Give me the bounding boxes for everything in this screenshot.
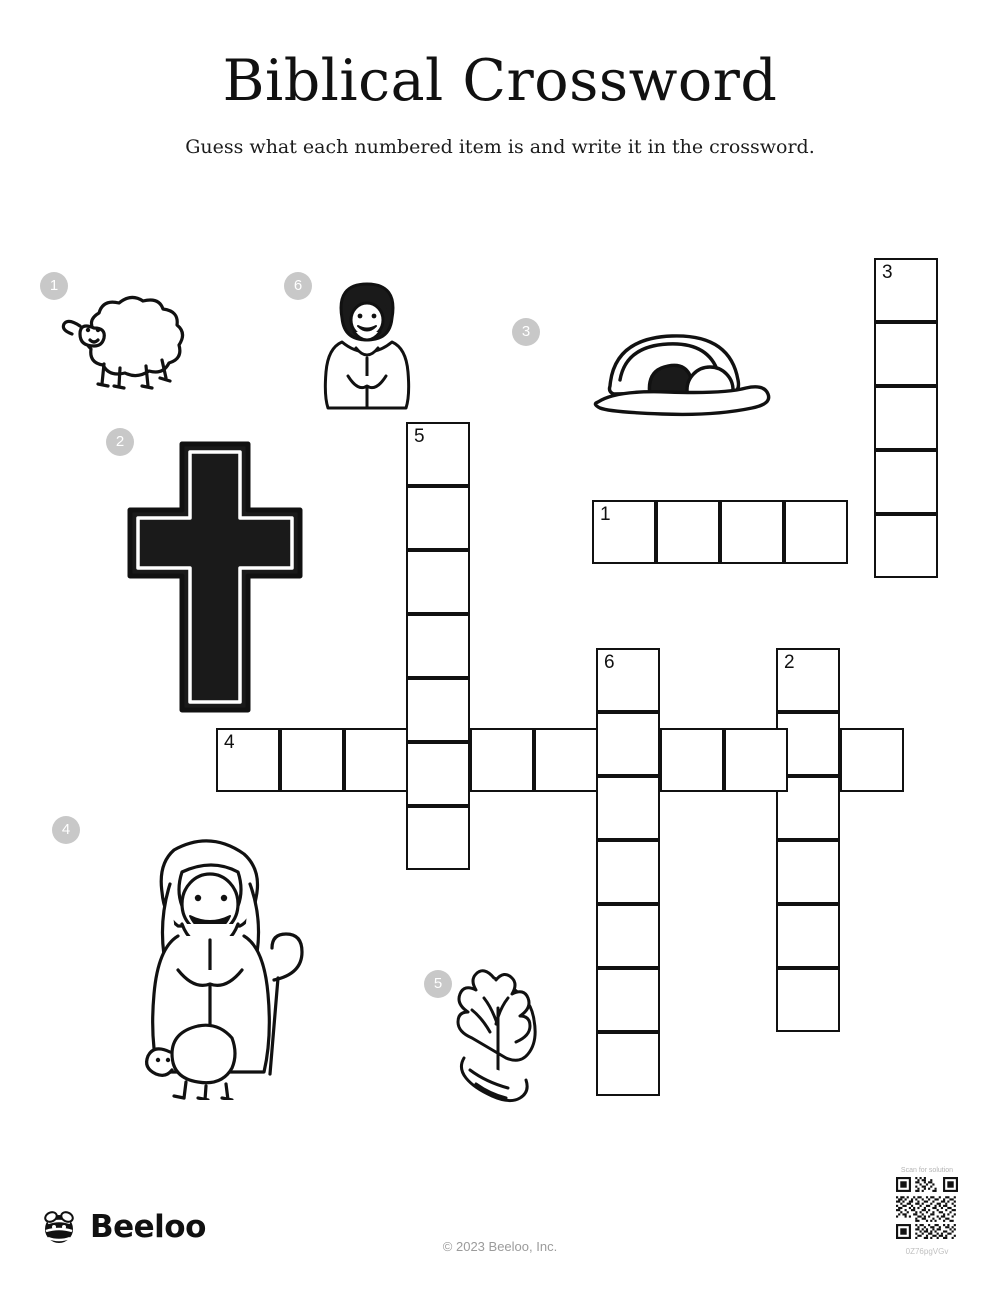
qr-id: 0Z76pgVGv bbox=[905, 1247, 949, 1256]
praying-hands-illustration bbox=[440, 962, 550, 1108]
crossword-cell-number: 5 bbox=[414, 426, 425, 447]
crossword-cell[interactable] bbox=[406, 550, 470, 614]
jesus-illustration bbox=[312, 272, 422, 412]
crossword-cell[interactable] bbox=[406, 678, 470, 742]
crossword-cell[interactable] bbox=[406, 806, 470, 870]
crossword-cell[interactable] bbox=[874, 386, 938, 450]
crossword-cell[interactable] bbox=[660, 728, 724, 792]
crossword-cell[interactable] bbox=[720, 500, 784, 564]
page-subtitle: Guess what each numbered item is and write it in the crossword. bbox=[185, 136, 815, 158]
crossword-cell[interactable] bbox=[776, 648, 840, 712]
clue-badge-5: 5 bbox=[424, 970, 452, 998]
crossword-cell-number: 2 bbox=[784, 652, 795, 673]
crossword-cell[interactable] bbox=[874, 322, 938, 386]
crossword-cell[interactable] bbox=[874, 258, 938, 322]
crossword-cell-number: 1 bbox=[600, 504, 611, 525]
brand-name: Beeloo bbox=[90, 1209, 206, 1245]
crossword-cell[interactable] bbox=[280, 728, 344, 792]
crossword-cell[interactable] bbox=[724, 728, 788, 792]
crossword-cell[interactable] bbox=[656, 500, 720, 564]
clue-badge-3: 3 bbox=[512, 318, 540, 346]
copyright-text: © 2023 Beeloo, Inc. bbox=[442, 1239, 558, 1254]
clue-badge-2: 2 bbox=[106, 428, 134, 456]
crossword-cell[interactable] bbox=[596, 712, 660, 776]
crossword-cell[interactable] bbox=[596, 776, 660, 840]
crossword-cell[interactable] bbox=[216, 728, 280, 792]
crossword-cell[interactable] bbox=[406, 486, 470, 550]
qr-code-icon bbox=[896, 1177, 958, 1239]
page-title: Biblical Crossword bbox=[222, 48, 778, 114]
clue-badge-4: 4 bbox=[52, 816, 80, 844]
empty-tomb-illustration bbox=[586, 324, 802, 422]
qr-block bbox=[888, 1167, 966, 1256]
crossword-cell[interactable] bbox=[406, 614, 470, 678]
crossword-cell-number: 6 bbox=[604, 652, 615, 673]
crossword-cell[interactable] bbox=[874, 514, 938, 578]
crossword-cell[interactable] bbox=[596, 968, 660, 1032]
clue-badge-6: 6 bbox=[284, 272, 312, 300]
crossword-cell[interactable] bbox=[596, 1032, 660, 1096]
crossword-cell[interactable] bbox=[840, 728, 904, 792]
sheep-illustration bbox=[42, 280, 202, 400]
crossword-cell[interactable] bbox=[592, 500, 656, 564]
crossword-cell[interactable] bbox=[784, 500, 848, 564]
shepherd-with-sheep-illustration bbox=[74, 820, 344, 1100]
qr-caption: Scan for solution bbox=[900, 1167, 954, 1174]
crossword-cell[interactable] bbox=[406, 422, 470, 486]
clue-badge-1: 1 bbox=[40, 272, 68, 300]
crossword-cell[interactable] bbox=[776, 904, 840, 968]
crossword-cell[interactable] bbox=[776, 968, 840, 1032]
crossword-cell[interactable] bbox=[596, 840, 660, 904]
crossword-cell[interactable] bbox=[776, 840, 840, 904]
crossword-cell[interactable] bbox=[596, 648, 660, 712]
crossword-cell[interactable] bbox=[470, 728, 534, 792]
crossword-cell[interactable] bbox=[406, 742, 470, 806]
crossword-cell[interactable] bbox=[874, 450, 938, 514]
crossword-cell[interactable] bbox=[596, 904, 660, 968]
crossword-cell-number: 4 bbox=[224, 732, 235, 753]
crossword-cell[interactable] bbox=[534, 728, 598, 792]
crossword-cell[interactable] bbox=[344, 728, 408, 792]
cross-illustration bbox=[122, 436, 308, 718]
crossword-cell-number: 3 bbox=[882, 262, 893, 283]
